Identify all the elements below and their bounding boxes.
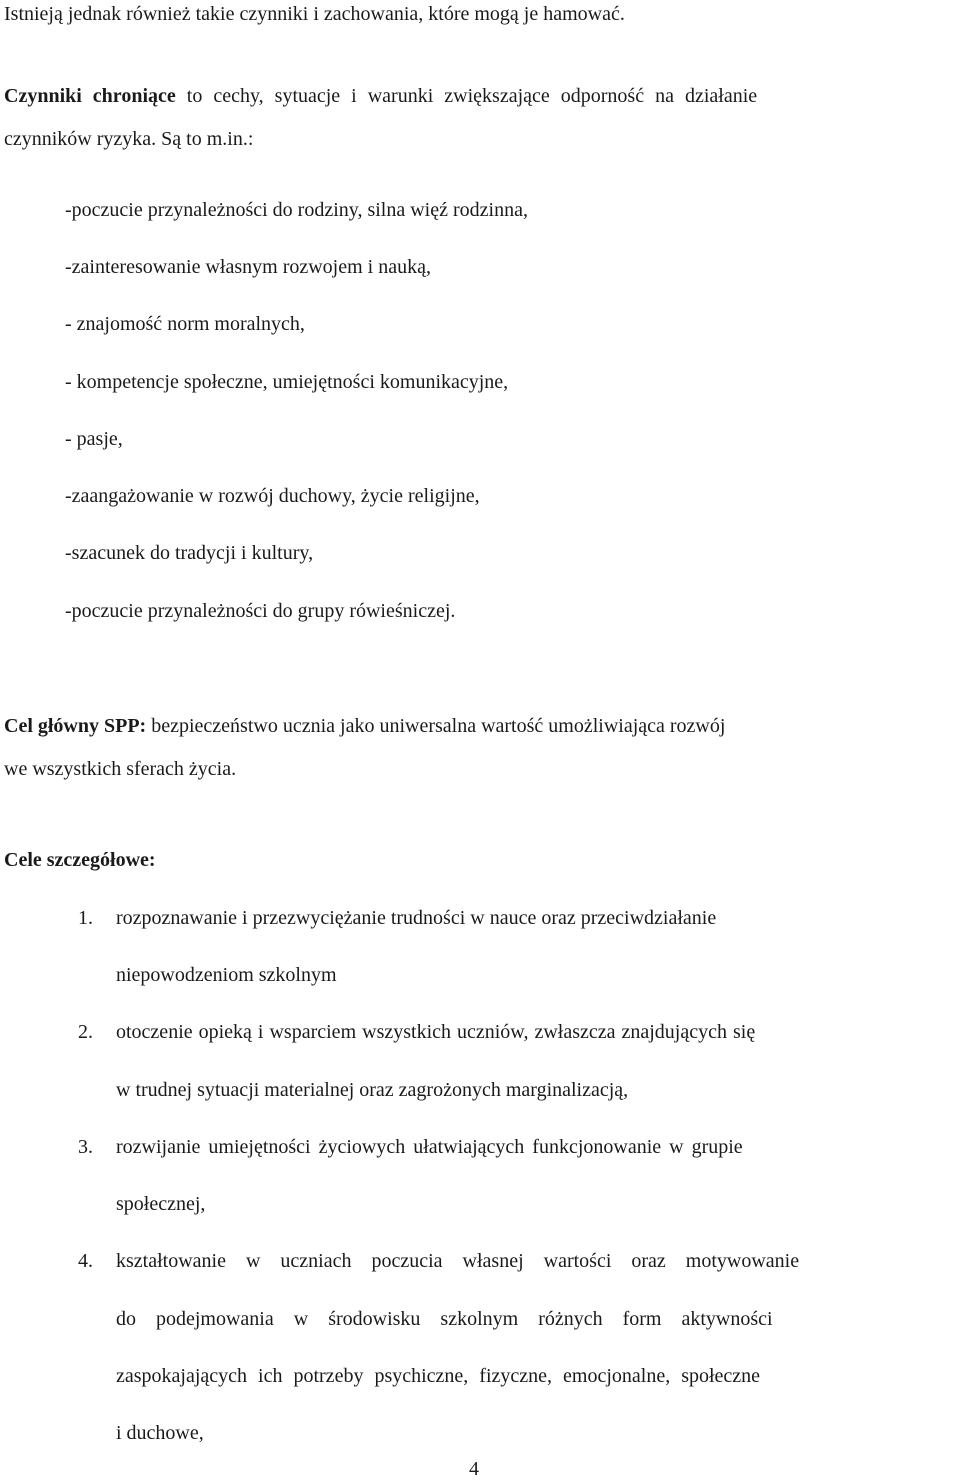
page-number: 4	[469, 1458, 479, 1480]
goal-number: 4.	[78, 1250, 93, 1272]
goal-number: 2.	[78, 1021, 93, 1043]
protective-factor-item: -zaangażowanie w rozwój duchowy, życie religijne,	[65, 485, 480, 507]
main-goal-continuation: we wszystkich sferach życia.	[4, 758, 237, 780]
goal-number: 3.	[78, 1136, 93, 1158]
goal-text-line: zaspokajających ich potrzeby psychiczne, fizyczne, emocjonalne, społeczne	[116, 1365, 761, 1387]
protective-factor-item: -poczucie przynależności do grupy rówieśniczej.	[65, 600, 456, 622]
goal-text-line: otoczenie opieką i wsparciem wszystkich uczniów, zwłaszcza znajdujących się	[116, 1021, 756, 1043]
goal-text-line: niepowodzeniom szkolnym	[116, 964, 337, 986]
goal-text-line: kształtowanie w uczniach poczucia własnej wartości oraz motywowanie	[116, 1250, 800, 1272]
intro-text: Istnieją jednak również takie czynniki i zachowania, które mogą je hamować.	[4, 3, 625, 25]
goal-text-line: rozwijanie umiejętności życiowych ułatwiających funkcjonowanie w grupie	[116, 1136, 743, 1158]
protective-factors-line-1	[4, 84, 958, 108]
protective-factor-item: - kompetencje społeczne, umiejętności komunikacyjne,	[65, 371, 509, 393]
main-goal-text: bezpieczeństwo ucznia jako uniwersalna wartość umożliwiająca rozwój	[151, 715, 726, 737]
goal-text-line: w trudnej sytuacji materialnej oraz zagrożonych marginalizacją,	[116, 1079, 629, 1101]
main-goal-label: Cel główny SPP:	[4, 715, 147, 737]
protective-factor-item: - pasje,	[65, 428, 123, 450]
protective-factor-item: - znajomość norm moralnych,	[65, 313, 305, 335]
goal-text-line: i duchowe,	[116, 1422, 204, 1444]
protective-factors-label: Czynniki chroniące	[4, 85, 176, 107]
protective-factor-item: -zainteresowanie własnym rozwojem i nauką,	[65, 256, 431, 278]
main-goal-line-1	[4, 714, 958, 738]
goal-text-line: do podejmowania w środowisku szkolnym różnych form aktywności	[116, 1308, 773, 1330]
main-goal-line-2	[4, 757, 958, 781]
protective-factors-continuation: czynników ryzyka. Są to m.in.:	[4, 128, 254, 150]
goal-number: 1.	[78, 907, 93, 929]
detailed-goals-heading: Cele szczegółowe:	[4, 849, 156, 871]
protective-factor-item: -szacunek do tradycji i kultury,	[65, 542, 314, 564]
protective-factors-definition: to cechy, sytuacje i warunki zwiększające odporność na działanie	[186, 85, 758, 107]
protective-factors-line-2	[4, 127, 958, 151]
goal-text-line: rozpoznawanie i przezwyciężanie trudności w nauce oraz przeciwdziałanie	[116, 907, 717, 929]
goal-text-line: społecznej,	[116, 1193, 206, 1215]
intro-paragraph	[4, 2, 958, 26]
protective-factor-item: -poczucie przynależności do rodziny, silna więź rodzinna,	[65, 199, 528, 221]
